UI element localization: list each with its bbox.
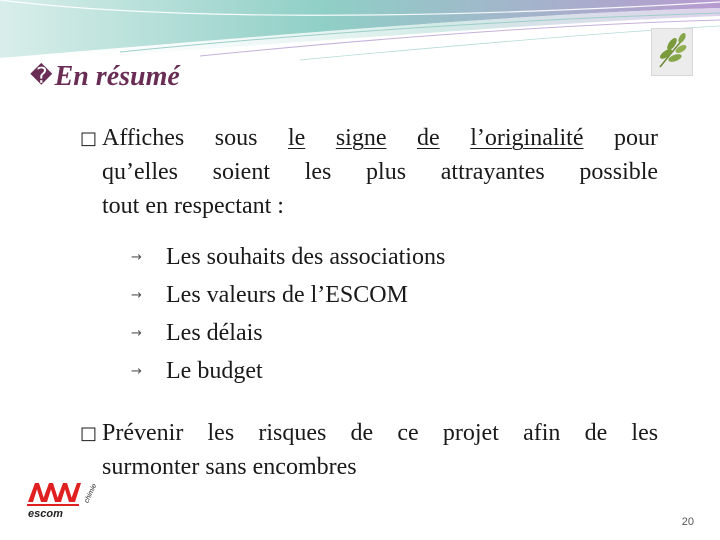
list-item xyxy=(131,352,445,390)
slide-title xyxy=(30,61,180,93)
underlined-word: le xyxy=(287,125,306,151)
underlined-word: signe xyxy=(335,125,387,151)
word: Affiches xyxy=(102,125,185,151)
escom-logo xyxy=(24,480,98,520)
arrow-bullet-icon: → xyxy=(131,288,142,303)
word: les xyxy=(207,420,235,446)
header-swoosh xyxy=(0,0,720,70)
bullet-prevenir-line-2: surmonter sans encombres xyxy=(102,454,357,480)
title-text: En résumé xyxy=(54,61,180,92)
square-bullet-icon: □ xyxy=(80,423,98,444)
word: possible xyxy=(579,159,659,185)
word: soient xyxy=(212,159,270,185)
word: les xyxy=(631,420,659,446)
list-item-label: Les souhaits des associations xyxy=(166,244,446,270)
bullet-affiches-line-1 xyxy=(80,121,658,155)
bullet-prevenir xyxy=(80,416,658,484)
arrow-bullet-icon: → xyxy=(131,364,142,379)
word: de xyxy=(350,420,374,446)
arrow-bullet-icon: → xyxy=(131,250,142,265)
word: les xyxy=(304,159,332,185)
leaf-icon xyxy=(652,29,692,75)
word: qu’elles xyxy=(102,159,178,185)
word: afin xyxy=(523,420,561,446)
word: risques xyxy=(258,420,327,446)
word: attrayantes xyxy=(440,159,545,185)
word: Prévenir xyxy=(102,420,184,446)
list-item xyxy=(131,276,445,314)
list-item xyxy=(131,238,445,276)
underlined-word: de xyxy=(417,125,440,151)
bullet-prevenir-line-1 xyxy=(80,416,658,450)
title-bullet-icon: � xyxy=(30,64,53,89)
underlined-word: l’originalité xyxy=(470,125,584,151)
list-item-label: Les délais xyxy=(166,320,263,346)
word: plus xyxy=(366,159,407,185)
list-item-label: Les valeurs de l’ESCOM xyxy=(166,282,408,308)
decoration-box xyxy=(651,28,693,76)
word: de xyxy=(584,420,608,446)
word: sous xyxy=(214,125,258,151)
sub-bullet-list xyxy=(131,238,445,390)
page-number: 20 xyxy=(681,516,694,528)
list-item xyxy=(131,314,445,352)
word: ce xyxy=(397,420,419,446)
arrow-bullet-icon: → xyxy=(131,326,142,341)
square-bullet-icon: □ xyxy=(80,128,98,149)
bullet-affiches-line-3: tout en respectant : xyxy=(102,193,284,219)
bullet-affiches xyxy=(80,121,658,223)
logo-subtext: chimie xyxy=(83,482,98,505)
bullet-affiches-line-2 xyxy=(80,155,658,189)
logo-text: escom xyxy=(28,508,63,520)
word: pour xyxy=(614,125,659,151)
list-item-label: Le budget xyxy=(166,358,263,384)
word: projet xyxy=(442,420,499,446)
